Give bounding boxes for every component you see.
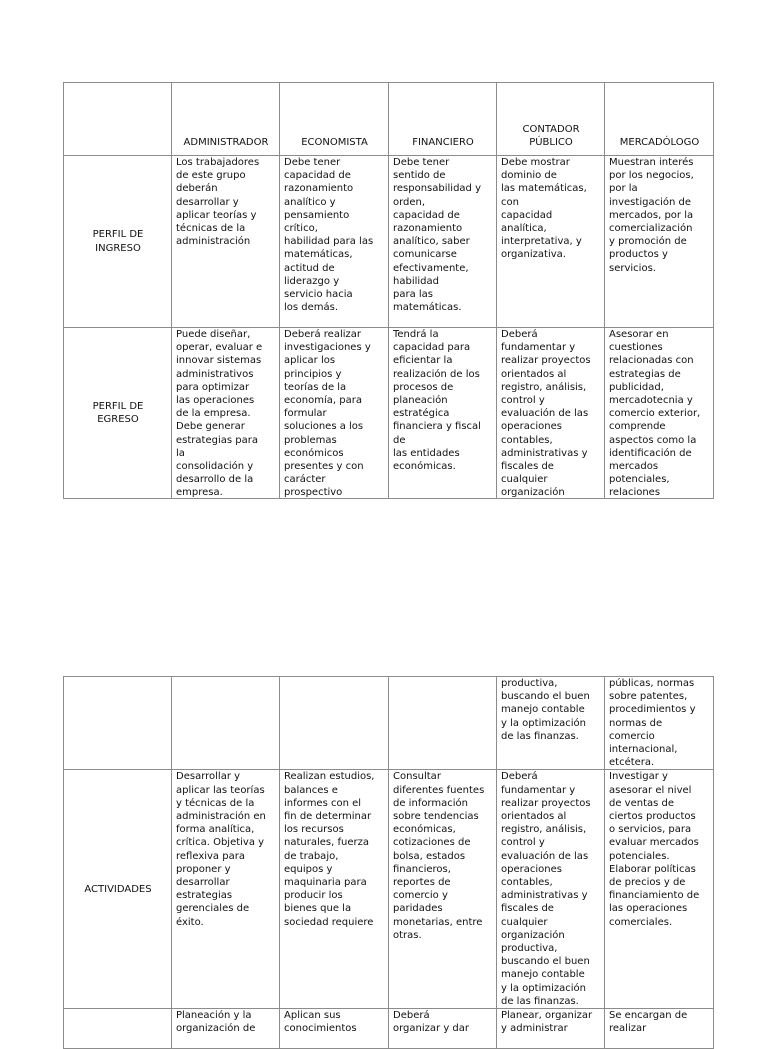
header-mercadologo: MERCADÓLOGO [605,83,714,156]
cell-cont-contador: productiva, buscando el buen manejo contable y la optimización de las finanzas. [497,677,605,770]
cell-ult-financiero: Deberá organizar y dar [389,1009,497,1049]
cell-ult-administrador: Planeación y la organización de [172,1009,280,1049]
header-empty-cell [64,83,172,156]
cell-ult-economista: Aplican sus conocimientos [280,1009,389,1049]
cell-act-economista: Realizan estudios, balances e informes con el fin de determinar los recursos naturales, fuerza de trabajo, equipos y maquinaria para producir los bienes que la sociedad requiere [280,770,389,1009]
cell-cont-mercadologo: públicas, normas sobre patentes, procedimientos y normas de comercio internacional, etcétera. [605,677,714,770]
cell-ingreso-contador: Debe mostrar dominio de las matemáticas, con capacidad analítica, interpretativa, y organizativa. [497,156,605,328]
profile-table-page-1 [63,82,714,499]
cell-ingreso-mercadologo: Muestran interés por los negocios, por la investigación de mercados, por la comercialización y promoción de productos y servicios. [605,156,714,328]
header-economista: ECONOMISTA [280,83,389,156]
cell-act-administrador: Desarrollar y aplicar las teorías y técnicas de la administración en forma analítica, crítica. Objetiva y reflexiva para proponer y desarrollar estrategias gerenciales de éxito. [172,770,280,1009]
cell-act-financiero: Consultar diferentes fuentes de información sobre tendencias económicas, cotizaciones de bolsa, estados financieros, reportes de comercio y paridades monetarias, entre otras. [389,770,497,1009]
cell-egreso-contador [497,328,605,499]
header-row [64,83,714,156]
row-perfil-egreso [64,328,714,499]
profile-table-page-2 [63,676,714,1049]
cell-act-contador: Deberá fundamentar y realizar proyectos orientados al registro, análisis, control y evaluación de las operaciones contables, administrativas y fiscales de cualquier organización productiva, buscando el buen manejo contable y la optimización de las finanzas. [497,770,605,1009]
cell-egreso-contador-text: Deberá fundamentar y realizar proyectos orientados al registro, análisis, control y evaluación de las operaciones contables, administrativas y fiscales de cualquier organización [501,329,591,498]
cell-ult-contador: Planear, organizar y administrar [497,1009,605,1049]
cell-ingreso-economista: Debe tener capacidad de razonamiento analítico y pensamiento crítico, habilidad para las matemáticas, actitud de liderazgo y servicio hacia los demás. [280,156,389,328]
row-continuacion [64,677,714,770]
cell-egreso-financiero-text: Tendrá la capacidad para eficientar la realización de los procesos de planeación estratégica financiera y fiscal de las entidades económicas. [393,329,481,473]
cell-egreso-administrador [172,328,280,499]
cell-cont-economista [280,677,389,770]
row-label-perfil-egreso: PERFIL DE EGRESO [64,328,172,499]
cell-ingreso-financiero: Debe tener sentido de responsabilidad y orden, capacidad de razonamiento analítico, saber comunicarse efectivamente, habilidad para las matemáticas. [389,156,497,328]
cell-egreso-administrador-text: Puede diseñar, operar, evaluar e innovar sistemas administrativos para optimizar las operaciones de la empresa. Debe generar estrategias para la consolidación y desarrollo de la empresa. [176,329,263,498]
cell-egreso-mercadologo-text: Asesorar en cuestiones relacionadas con estrategias de publicidad, mercadotecnia y comercio exterior, comprende aspectos como la identificación de mercados potenciales, relaciones [609,329,701,498]
header-financiero: FINANCIERO [389,83,497,156]
row-label-actividades: ACTIVIDADES [64,770,172,1009]
header-administrador: ADMINISTRADOR [172,83,280,156]
row-ultima [64,1009,714,1049]
cell-egreso-financiero [389,328,497,499]
cell-cont-administrador [172,677,280,770]
row-perfil-ingreso [64,156,714,328]
row-label-continuacion [64,677,172,770]
cell-ingreso-administrador: Los trabajadores de este grupo deberán desarrollar y aplicar teorías y técnicas de la administración [172,156,280,328]
cell-egreso-mercadologo [605,328,714,499]
cell-egreso-economista [280,328,389,499]
cell-act-mercadologo: Investigar y asesorar el nivel de ventas de ciertos productos o servicios, para evaluar mercados potenciales. Elaborar políticas de precios y de financiamiento de las operaciones comerciales. [605,770,714,1009]
cell-egreso-economista-text: Deberá realizar investigaciones y aplicar los principios y teorías de la economía, para formular soluciones a los problemas económicos presentes y con carácter prospectivo [284,329,371,498]
row-label-ultima [64,1009,172,1049]
cell-cont-financiero [389,677,497,770]
row-label-perfil-ingreso: PERFIL DE INGRESO [64,156,172,328]
header-contador-publico: CONTADOR PÚBLICO [497,83,605,156]
cell-ult-mercadologo: Se encargan de realizar [605,1009,714,1049]
row-actividades [64,770,714,1009]
